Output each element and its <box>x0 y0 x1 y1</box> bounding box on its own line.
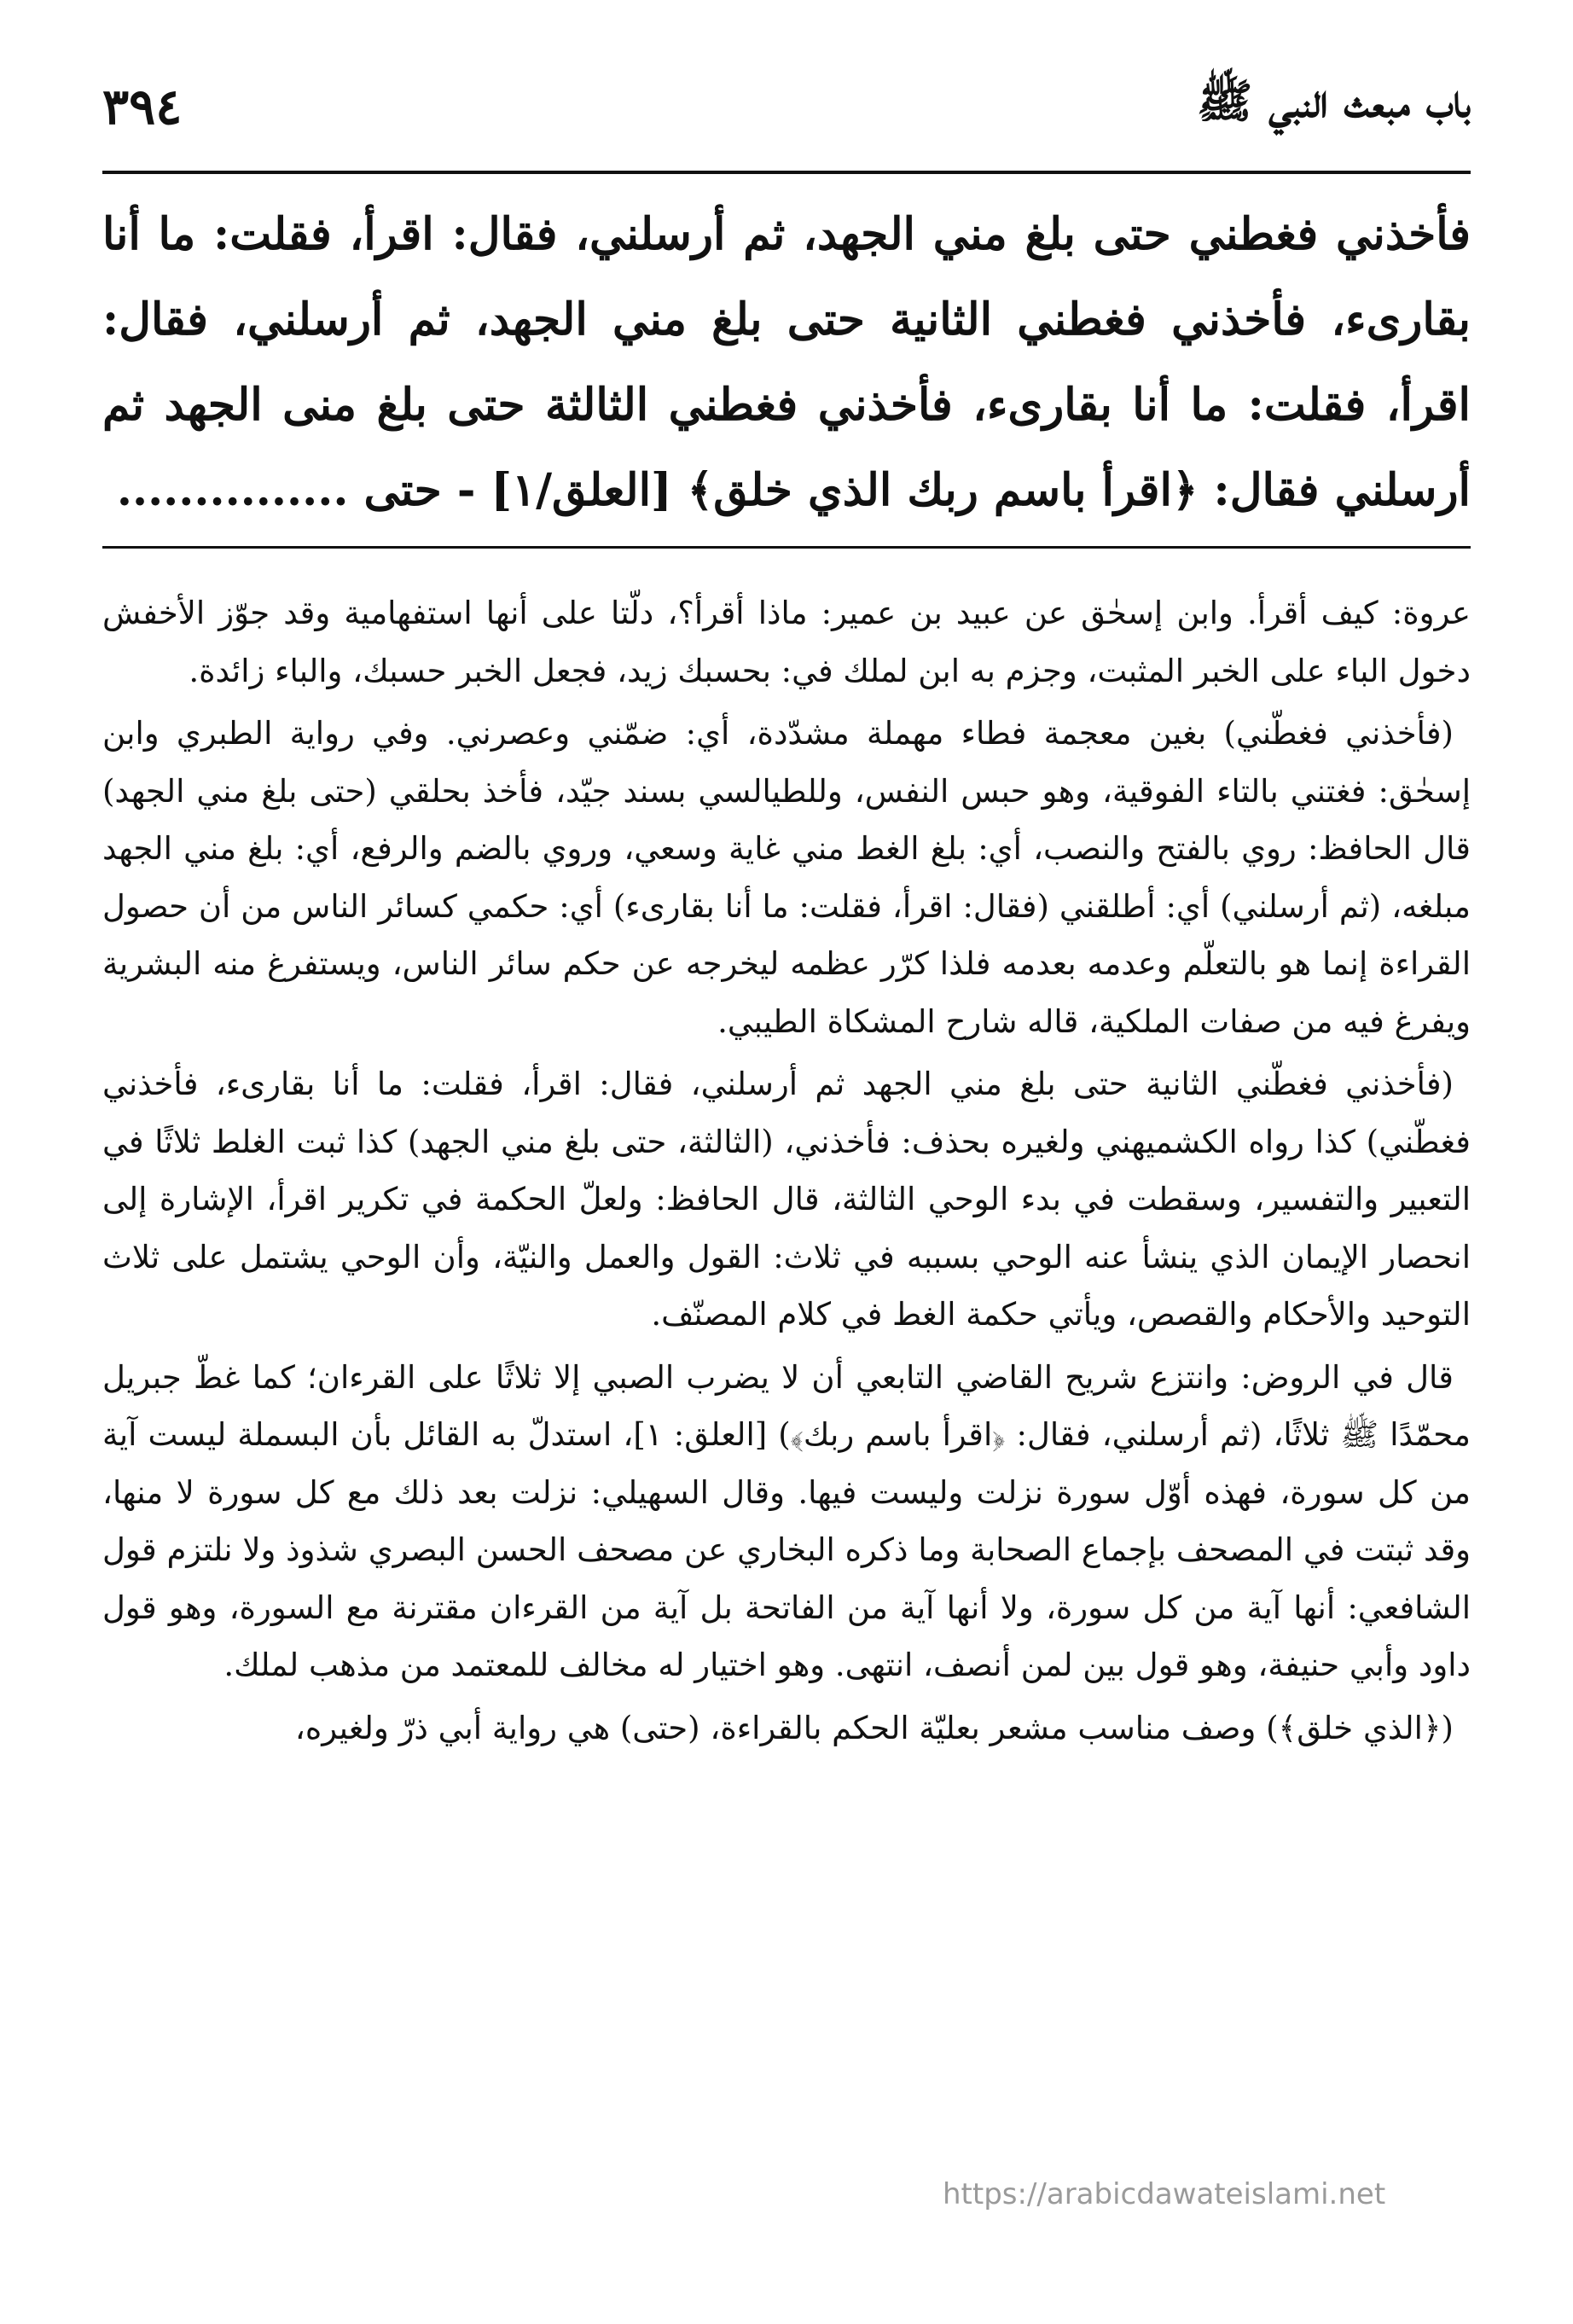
watermark-url: https://arabicdawateislami.net <box>943 2177 1386 2211</box>
commentary-paragraph: قال في الروض: وانتزع شريح القاضي التابعي أن لا يضرب الصبي إلا ثلاثًا على القرءان؛ كما غطّ جبريل محمّدًا ﷺ ثلاثًا، (ثم أرسلني، فقال: ﴿اقرأ باسم ربك﴾) [العلق: ١]، استدلّ به القائل بأن البسملة ليست آية من كل سورة، فهذه أوّل سورة نزلت وليست فيها. وقال السهيلي: نزلت بعد ذلك مع كل سورة لا منها، وقد ثبتت في المصحف بإجماع الصحابة وما ذكره البخاري عن مصحف الحسن البصري شذوذ ولا نلتزم قول الشافعي: أنها آية من كل سورة، ولا أنها آية من الفاتحة بل آية من القرءان مقترنة مع السورة، وهو قول داود وأبي حنيفة، وهو قول بين لمن أنصف، انتهى. وهو اختيار له مخالف للمعتمد من مذهب لملك. <box>102 1358 1471 1683</box>
chapter-title: باب مبعث النبي ﷺ <box>1197 73 1471 128</box>
header-divider <box>102 171 1471 174</box>
commentary-paragraph: (فأخذني فغطّني) بغين معجمة فطاء مهملة مشدّدة، أي: ضمّني وعصرني. وفي رواية الطبري وابن إسحٰق: فغتني بالتاء الفوقية، وهو حبس النفس، وللطيالسي بسند جيّد، فأخذ بحلقي (حتى بلغ مني الجهد) قال الحافظ: روي بالفتح والنصب، أي: بلغ الغط مني غاية وسعي، وروي بالضم والرفع، أي: بلغ مني الجهد مبلغه، (ثم أرسلني) أي: أطلقني (فقال: اقرأ، فقلت: ما أنا بقارىء) أي: حكمي كسائر الناس من أن حصول القراءة إنما هو بالتعلّم وعدمه بعدمه فلذا كرّر عظمه ليخرجه عن حكم سائر الناس، ويستفرغ منه البشرية ويفرغ فيه من صفات الملكية، قاله شارح المشكاة الطيبي. <box>102 715 1471 1040</box>
commentary-paragraph: عروة: كيف أقرأ. وابن إسحٰق عن عبيد بن عمير: ماذا أقرأ؟، دلّتا على أنها استفهامية وقد جوّز الأخفش دخول الباء على الخبر المثبت، وجزم به ابن لملك في: بحسبك زيد، فجعل الخبر حسبك، والباء زائدة. <box>102 595 1471 689</box>
commentary-divider <box>102 546 1471 549</box>
commentary-paragraph: (فأخذني فغطّني الثانية حتى بلغ مني الجهد ثم أرسلني، فقال: اقرأ، فقلت: ما أنا بقارىء، فأخذني فغطّني) كذا رواه الكشميهني ولغيره بحذف: فأخذني، (الثالثة، حتى بلغ مني الجهد) كذا ثبت الغلط ثلاثًا في التعبير والتفسير، وسقطت في بدء الوحي الثالثة، قال الحافظ: ولعلّ الحكمة في تكرير اقرأ، الإشارة إلى انحصار الإيمان الذي ينشأ عنه الوحي بسببه في ثلاث: القول والعمل والنيّة، وأن الوحي يشتمل على ثلاث التوحيد والأحكام والقصص، ويأتي حكمة الغط في كلام المصنّف. <box>102 1066 1471 1333</box>
hadith-continuation-dots: ............... <box>116 464 349 516</box>
hadith-paragraph <box>102 192 1471 533</box>
hadith-text <box>102 192 1471 533</box>
page-header <box>102 60 1471 154</box>
hadith-main-text: فأخذني فغطني حتى بلغ مني الجهد، ثم أرسلني، فقال: اقرأ، فقلت: ما أنا بقارىء، فأخذني فغطني الثانية حتى بلغ مني الجهد، ثم أرسلني، فقال: اقرأ، فقلت: ما أنا بقارىء، فأخذني فغطني الثالثة حتى بلغ منى الجهد ثم أرسلني فقال: ﴿اقرأ باسم ربك الذي خلق﴾ [العلق/١] - حتى <box>102 208 1471 516</box>
commentary-text <box>102 584 1471 1762</box>
commentary-paragraph: (﴿الذي خلق﴾) وصف مناسب مشعر بعليّة الحكم بالقراءة، (حتى) هي رواية أبي ذرّ ولغيره، <box>294 1709 1454 1746</box>
page-number: ٣٩٤ <box>102 78 183 136</box>
